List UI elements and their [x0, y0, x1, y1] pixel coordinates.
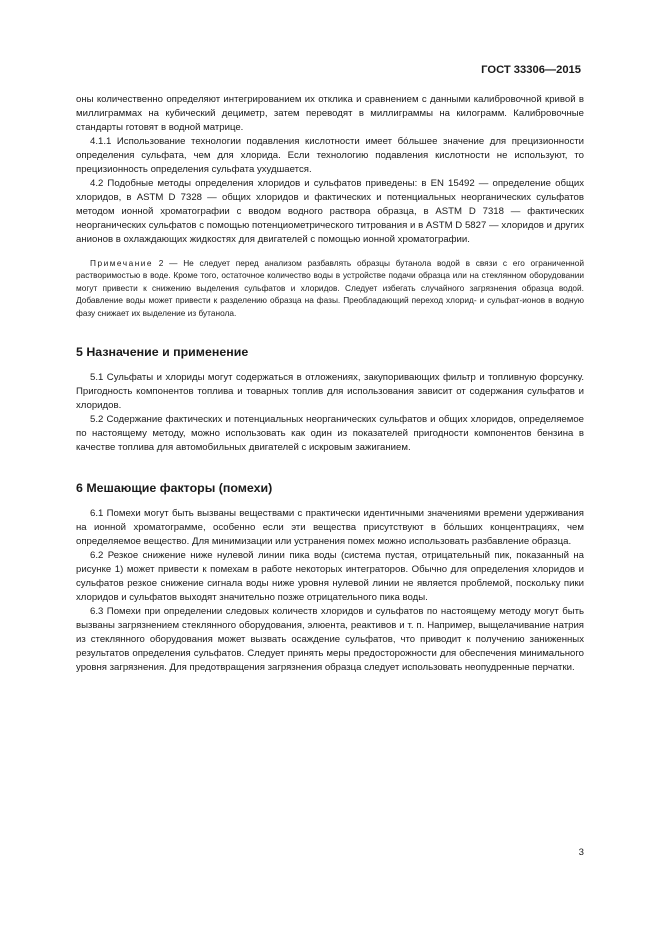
- section-6-heading: 6 Мешающие факторы (помехи): [76, 481, 273, 496]
- document-standard-number: ГОСТ 33306—2015: [481, 64, 581, 76]
- note-text: — Не следует перед анализом разбавлять образцы бутанола водой в связи с его ограниченной растворимостью в воде. Кроме того, остаточное количество воды в устройстве подачи образца или на стеклянном оборудовании могут привести к снижению выделения сульфатов и хлоридов. Следует избегать случайного загрязнения образца водой. Добавление воды может привести к разделению образца на фазы. Преобладающий переход хлорид- и сульфат-ионов в водную фазу снижает их выделение из бутанола.: [76, 258, 584, 318]
- note-label: Примечание: [90, 258, 154, 268]
- paragraph-4-1-1: 4.1.1 Использование технологии подавления кислотности имеет бо́льшее значение для прецизионности определения сульфата, чем для хлорида. Если технологию подавления кислотности не используют, то прецизионность определения сульфата ухудшается.: [76, 136, 584, 175]
- note-2: [76, 257, 584, 319]
- page-number: 3: [578, 847, 584, 858]
- paragraph-6-1: 6.1 Помехи могут быть вызваны веществами с практически идентичными значениями времени удерживания на ионной хроматограмме, особенно если эти вещества присутствуют в бо́льших концентрациях, чем определяемое вещество. Для минимизации или устранения помех можно использовать разбавление образца.: [76, 508, 584, 548]
- paragraph-4-1-continuation: оны количественно определяют интегрированием их отклика и сравнением с данными калибровочной кривой в миллиграммах на кубический дециметр, затем переводят в миллиграммы на килограмм. Калибровочные стандарты готовят в водной матрице.: [76, 94, 584, 133]
- paragraph-6-2: 6.2 Резкое снижение ниже нулевой линии пика воды (система пустая, отрицательный пик, показанный на рисунке 1) может привести к помехам в работе некоторых интеграторов. Обычно для определения хлоридов и сульфатов резкое снижение сигнала воды ниже уровня нулевой линии не является проблемой, поскольку пики хлоридов и сульфатов выходят значительно позже отрицательного пика воды.: [76, 550, 584, 604]
- note-number: 2: [158, 258, 164, 268]
- paragraph-4-2: 4.2 Подобные методы определения хлоридов и сульфатов приведены: в EN 15492 — определение общих хлоридов, в ASTM D 7328 — общих хлоридов и фактических и потенциальных неорганических сульфатов методом ионной хроматографии с вводом водного раствора образца, в ASTM D 7318 — фактических неорганических сульфатов с помощью потенциометрического титрования и в ASTM D 5827 — хлоридов и других анионов в охлаждающих жидкостях для двигателей с помощью ионной хроматографии.: [76, 178, 584, 245]
- paragraph-5-1: 5.1 Сульфаты и хлориды могут содержаться в отложениях, закупоривающих фильтр и топливную форсунку. Пригодность компонентов топлива и товарных топлив для использования зависит от содержания сульфатов и хлоридов.: [76, 372, 584, 412]
- section-5-heading: 5 Назначение и применение: [76, 345, 249, 360]
- paragraph-6-3: 6.3 Помехи при определении следовых количеств хлоридов и сульфатов по настоящему методу могут быть вызваны загрязнением стеклянного оборудования, элюента, реактивов и т. п. Например, выщелачивание натрия из стеклянного оборудования может вызвать осаждение сульфатов, что приводит к получению заниженных результатов определения сульфатов. Следует принять меры предосторожности для обеспечения минимального уровня загрязнения. Для предотвращения загрязнения образца следует использовать неопудренные перчатки.: [76, 606, 584, 674]
- paragraph-5-2: 5.2 Содержание фактических и потенциальных неорганических сульфатов и общих хлоридов, определяемое по настоящему методу, можно использовать как один из показателей пригодности компонентов бензина в качестве топлива для автомобильных двигателей с искровым зажиганием.: [76, 414, 584, 454]
- page-body: [76, 93, 584, 675]
